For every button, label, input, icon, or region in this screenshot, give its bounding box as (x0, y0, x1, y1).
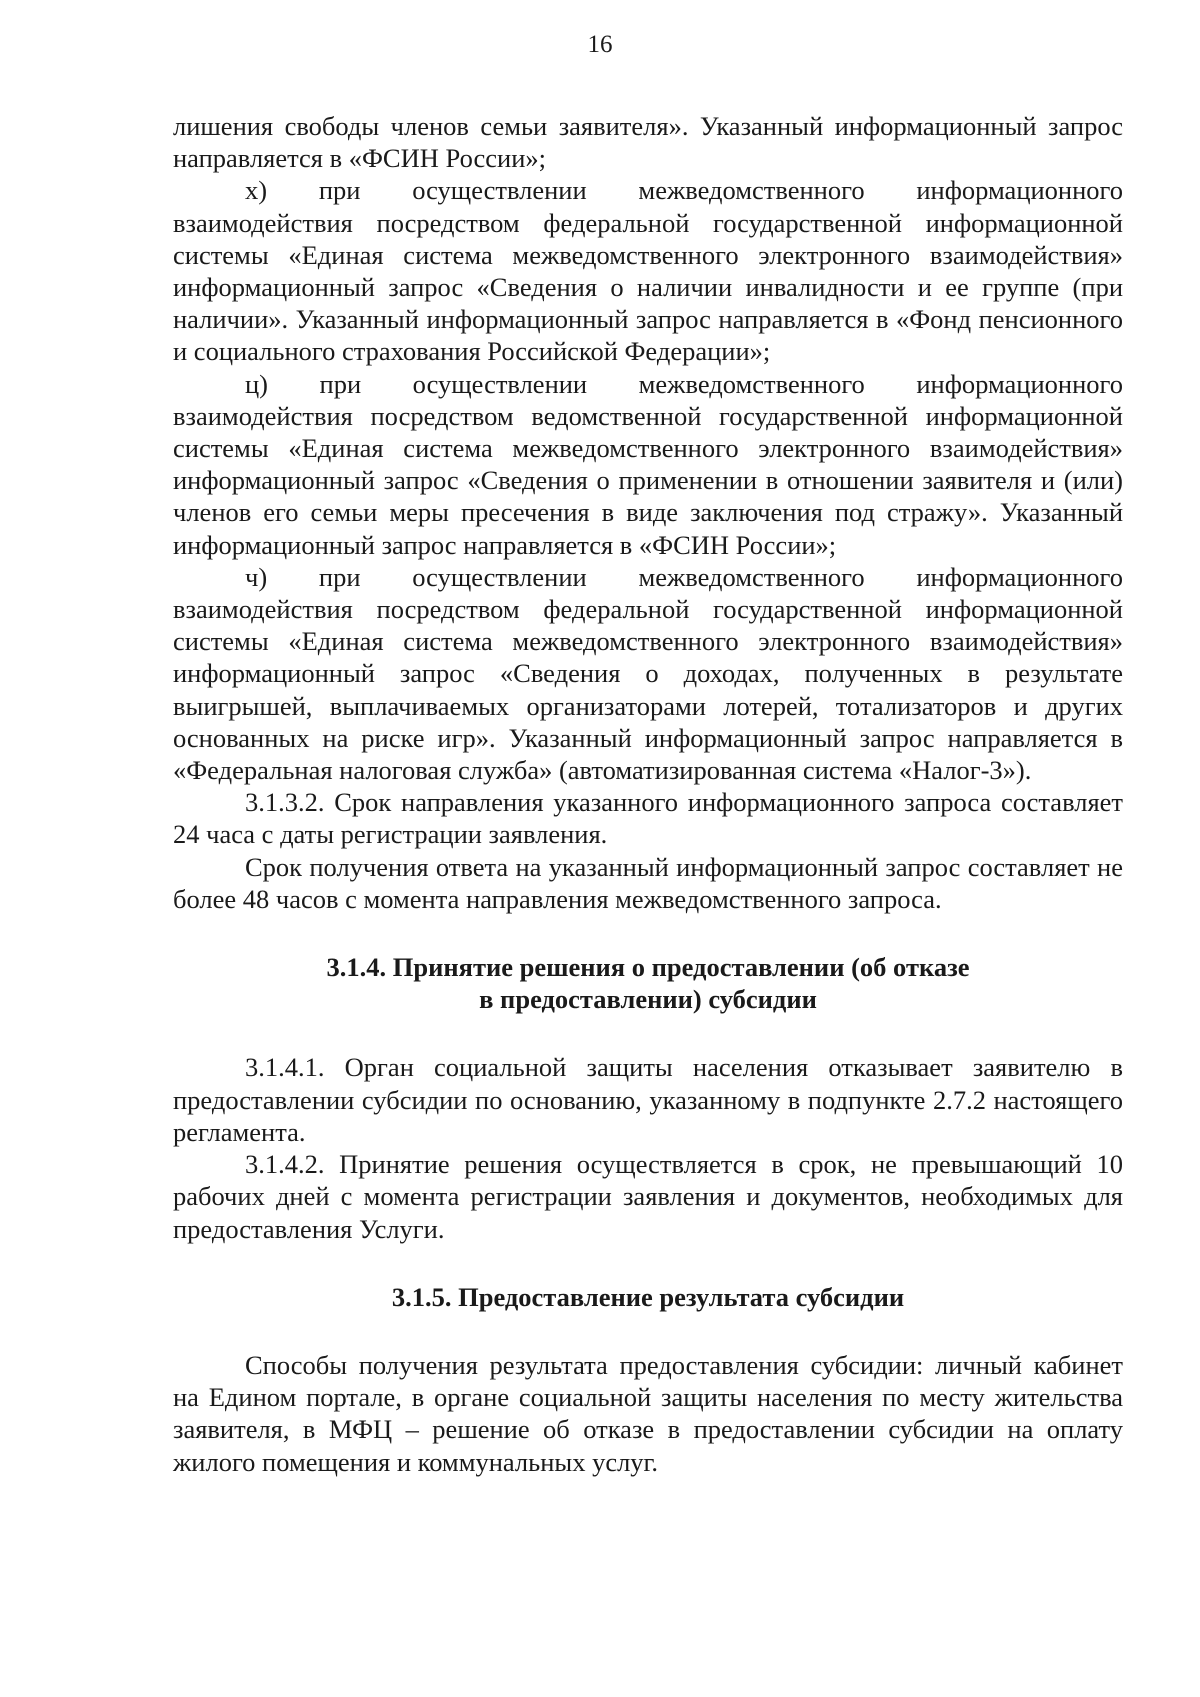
paragraph-continuation: лишения свободы членов семьи заявителя». Указанный информационный запрос направляется в «ФСИН России»; (173, 111, 1123, 174)
paragraph-3-1-3-2: 3.1.3.2. Срок направления указанного информационного запроса составляет 24 часа с даты регистрации заявления. (173, 787, 1123, 850)
page-number: 16 (587, 31, 613, 58)
paragraph-response-deadline: Срок получения ответа на указанный информационный запрос составляет не более 48 часов с момента направления межведомственного запроса. (173, 851, 1123, 914)
section-3-1-4-heading-line1: 3.1.4. Принятие решения о предоставлении (об отказе (326, 952, 970, 983)
paragraph-item-ts: ц) при осуществлении межведомственного информационного взаимодействия посредством ведомственной государственной информационной системы «Единая система межведомственного электронного взаимодействия» информационный запрос «Сведения о применении в отношении заявителя и (или) членов его семьи меры пресечения в виде заключения под стражу». Указанный информационный запрос направляется в «ФСИН России»; (173, 368, 1123, 560)
document-body (173, 110, 1123, 1478)
paragraph-3-1-4-1: 3.1.4.1. Орган социальной защиты населения отказывает заявителю в предоставлении субсидии по основанию, указанному в подпункте 2.7.2 настоящего регламента. (173, 1052, 1123, 1147)
paragraph-item-ch: ч) при осуществлении межведомственного информационного взаимодействия посредством федеральной государственной информационной системы «Единая система межведомственного электронного взаимодействия» информационный запрос «Сведения о доходах, полученных в результате выигрышей, выплачиваемых организаторами лотерей, тотализаторов и других основанных на риске игр». Указанный информационный запрос направляется в «Федеральная налоговая служба» (автоматизированная система «Налог-3»). (173, 561, 1123, 786)
section-3-1-5-heading: 3.1.5. Предоставление результата субсидии (391, 1281, 905, 1312)
paragraph-item-kh: х) при осуществлении межведомственного информационного взаимодействия посредством федеральной государственной информационной системы «Единая система межведомственного электронного взаимодействия» информационный запрос «Сведения о наличии инвалидности и ее группе (при наличии». Указанный информационный запрос направляется в «Фонд пенсионного и социального страхования Российской Федерации»; (173, 175, 1123, 367)
paragraph-result-methods: Способы получения результата предоставления субсидии: личный кабинет на Едином портале, в органе социальной защиты населения по месту жительства заявителя, в МФЦ – решение об отказе в предоставлении субсидии на оплату жилого помещения и коммунальных услуг. (173, 1349, 1123, 1477)
section-3-1-4-heading-line2: в предоставлении) субсидии (479, 984, 817, 1015)
paragraph-3-1-4-2: 3.1.4.2. Принятие решения осуществляется в срок, не превышающий 10 рабочих дней с момента регистрации заявления и документов, необходимых для предоставления Услуги. (173, 1149, 1123, 1244)
section-3-1-4-heading (173, 951, 1123, 1015)
